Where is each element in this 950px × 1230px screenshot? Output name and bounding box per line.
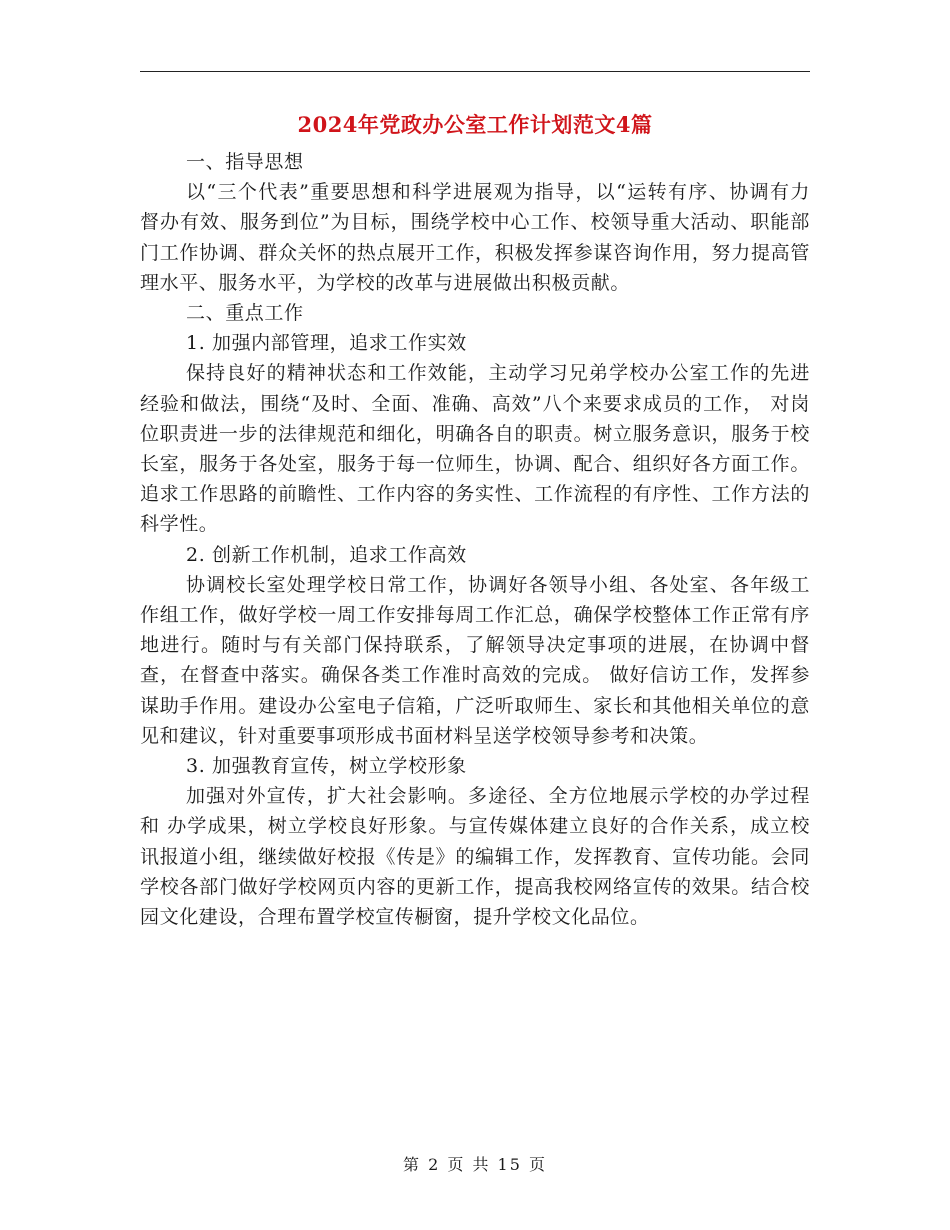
- document-title: 2024年党政办公室工作计划范文4篇: [297, 112, 653, 137]
- paragraph-guiding-ideology: 以“三个代表”重要思想和科学进展观为指导，以“运转有序、协调有力 督办有效、服务到位”为目标，围绕学校中心工作、校领导重大活动、职能部门工作协调、群众关怀的热点展开工作，积极发挥参谋咨询作用，努力提高管理水平、服务水平，为学校的改革与进展做出积极贡献。: [140, 181, 810, 294]
- subheading-publicity: 3. 加强教育宣传，树立学校形象: [186, 755, 467, 778]
- paragraph-work-mechanism: 协调校长室处理学校日常工作，协调好各领导小组、各处室、各年级工作组工作，做好学校一周工作安排每周工作汇总，确保学校整体工作正常有序地进行。随时与有关部门保持联系，了解领导决定事项的进展，在协调中督查，在督查中落实。确保各类工作准时高效的完成。 做好信访工作，发挥参谋助手作用。建设办公室电子信箱，广泛听取师生、家长和其他相关单位的意见和建议，针对重要事项形成书面材料呈送学校领导参考和决策。: [140, 573, 810, 747]
- section-heading-key-work: 二、重点工作: [186, 302, 304, 325]
- document-body: [140, 147, 810, 932]
- page-number-footer: 第 2 页 共 15 页: [403, 1155, 547, 1174]
- header-rule: [140, 71, 810, 72]
- subheading-internal-management: 1. 加强内部管理，追求工作实效: [186, 332, 467, 355]
- paragraph-publicity: 加强对外宣传，扩大社会影响。多途径、全方位地展示学校的办学过程和 办学成果，树立学校良好形象。与宣传媒体建立良好的合作关系，成立校讯报道小组，继续做好校报《传是》的编辑工作，发挥教育、宣传功能。会同学校各部门做好学校网页内容的更新工作，提高我校网络宣传的效果。结合校园文化建设，合理布置学校宣传橱窗，提升学校文化品位。: [140, 785, 810, 929]
- subheading-work-mechanism: 2. 创新工作机制，追求工作高效: [186, 543, 467, 566]
- section-heading-guiding-ideology: 一、指导思想: [186, 151, 304, 173]
- paragraph-internal-management: 保持良好的精神状态和工作效能，主动学习兄弟学校办公室工作的先进经验和做法，围绕“及时、全面、准确、高效”八个来要求成员的工作， 对岗位职责进一步的法律规范和细化，明确各自的职责。树立服务意识，服务于校长室，服务于各处室，服务于每一位师生，协调、配合、组织好各方面工作。追求工作思路的前瞻性、工作内容的务实性、工作流程的有序性、工作方法的科学性。: [140, 362, 810, 536]
